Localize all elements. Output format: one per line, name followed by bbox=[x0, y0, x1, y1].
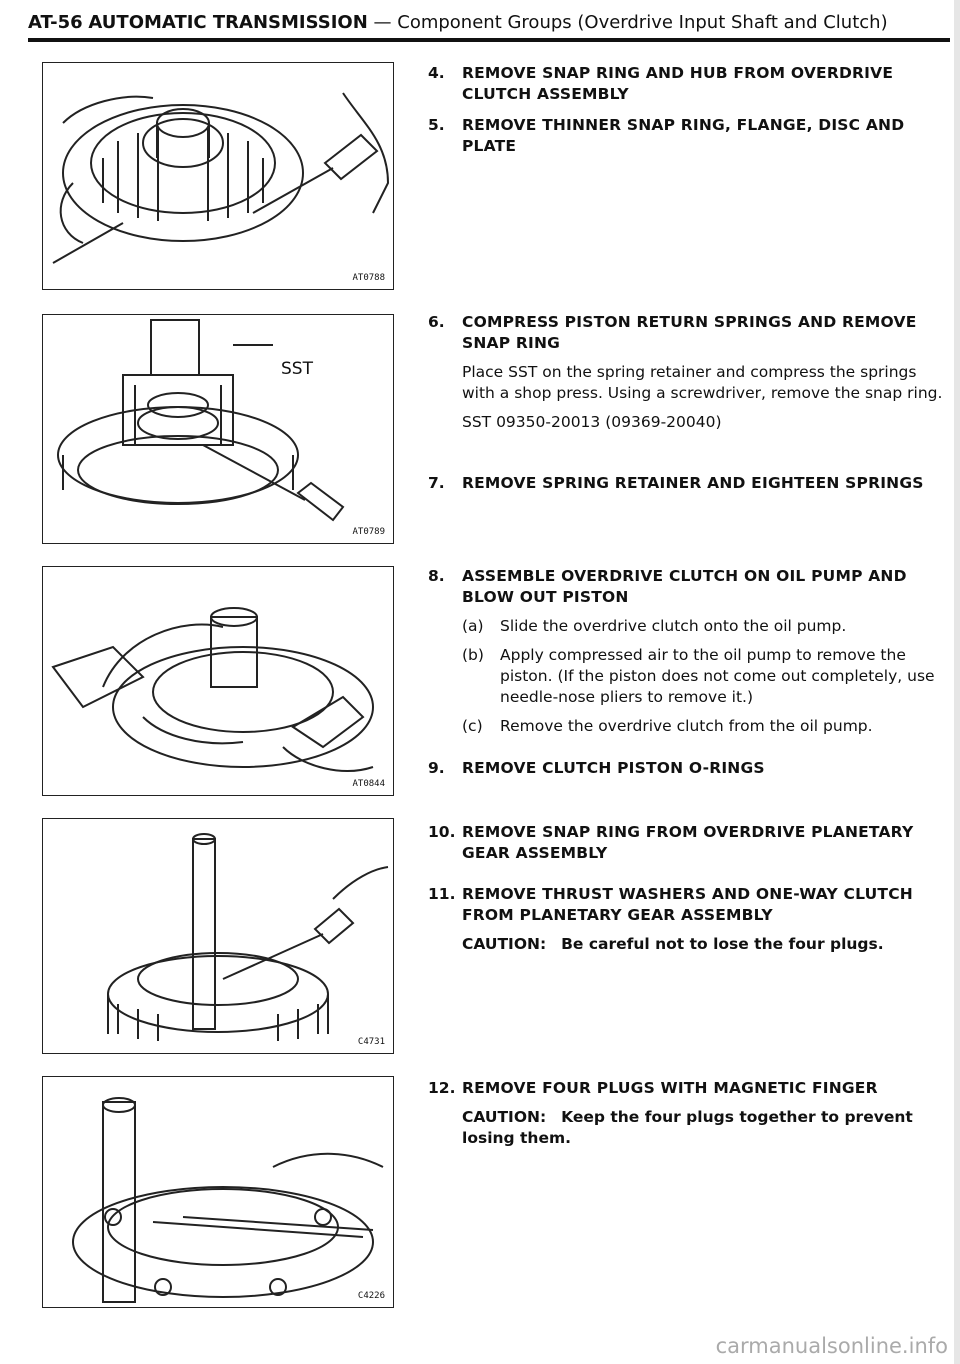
step-number: 11. bbox=[428, 885, 456, 903]
caution-label: CAUTION: bbox=[462, 1108, 547, 1126]
step-number: 8. bbox=[428, 567, 445, 585]
step-title: REMOVE THINNER SNAP RING, FLANGE, DISC AND PLATE bbox=[462, 116, 905, 155]
step-number: 7. bbox=[428, 474, 445, 492]
substep-label: (a) bbox=[462, 617, 484, 635]
step-title: ASSEMBLE OVERDRIVE CLUTCH ON OIL PUMP AND BLOW OUT PISTON bbox=[462, 567, 907, 606]
figure-id: AT0789 bbox=[352, 527, 385, 537]
step-number: 10. bbox=[428, 823, 456, 841]
substep-label: (b) bbox=[462, 646, 484, 664]
substep-label: (c) bbox=[462, 717, 483, 735]
substep-text: Slide the overdrive clutch onto the oil pump. bbox=[500, 617, 847, 635]
step-12 bbox=[420, 1078, 950, 1149]
remove-plugs-illustration bbox=[43, 1077, 394, 1308]
step-paragraph: Place SST on the spring retainer and compress the springs with a shop press. Using a screwdriver, remove the snap ring. bbox=[462, 363, 943, 402]
spring-compressor-illustration bbox=[43, 315, 394, 544]
figure-3 bbox=[42, 566, 394, 796]
step-number: 6. bbox=[428, 313, 445, 331]
planetary-snap-ring-illustration bbox=[43, 819, 394, 1054]
figure-id: C4731 bbox=[357, 1037, 385, 1047]
step-6 bbox=[420, 312, 950, 433]
step-title: REMOVE SPRING RETAINER AND EIGHTEEN SPRINGS bbox=[462, 474, 924, 492]
step-title: REMOVE FOUR PLUGS WITH MAGNETIC FINGER bbox=[462, 1079, 878, 1097]
caution-note bbox=[462, 934, 950, 955]
sst-part-number: SST 09350-20013 (09369-20040) bbox=[462, 413, 722, 431]
substep-a bbox=[462, 616, 950, 637]
step-title: REMOVE SNAP RING AND HUB FROM OVERDRIVE CLUTCH ASSEMBLY bbox=[462, 64, 894, 103]
caution-text: Be careful not to lose the four plugs. bbox=[561, 935, 884, 953]
caution-text: Keep the four plugs together to prevent losing them. bbox=[462, 1108, 913, 1147]
figure-id: AT0844 bbox=[352, 779, 385, 789]
caution-note bbox=[462, 1107, 950, 1149]
substep-c bbox=[462, 716, 950, 737]
step-4 bbox=[420, 63, 950, 105]
section-title: AUTOMATIC TRANSMISSION bbox=[88, 12, 368, 33]
step-8 bbox=[420, 566, 950, 737]
substep-text: Apply compressed air to the oil pump to remove the piston. (If the piston does not come out completely, use needle-nose pliers to remove it.) bbox=[500, 646, 935, 706]
figure-4 bbox=[42, 818, 394, 1054]
caution-label: CAUTION: bbox=[462, 935, 547, 953]
figure-5 bbox=[42, 1076, 394, 1308]
blow-out-piston-illustration bbox=[43, 567, 394, 796]
sst-label: SST bbox=[281, 359, 313, 379]
snap-ring-hub-illustration bbox=[43, 63, 394, 290]
step-number: 5. bbox=[428, 116, 445, 134]
step-11 bbox=[420, 884, 950, 955]
step-9 bbox=[420, 758, 950, 779]
figure-id: C4226 bbox=[357, 1291, 385, 1301]
step-number: 12. bbox=[428, 1079, 456, 1097]
section-subtitle: — Component Groups (Overdrive Input Shaft and Clutch) bbox=[373, 12, 888, 33]
watermark: carmanualsonline.info bbox=[715, 1334, 948, 1358]
page-edge-shadow bbox=[954, 0, 960, 1364]
substep-b bbox=[462, 645, 950, 708]
page-header bbox=[28, 8, 948, 38]
substep-text: Remove the overdrive clutch from the oil pump. bbox=[500, 717, 873, 735]
step-10 bbox=[420, 822, 950, 864]
figure-2 bbox=[42, 314, 394, 544]
step-number: 4. bbox=[428, 64, 445, 82]
page-code: AT-56 bbox=[28, 12, 83, 33]
step-5 bbox=[420, 115, 950, 157]
step-title: REMOVE THRUST WASHERS AND ONE-WAY CLUTCH FROM PLANETARY GEAR ASSEMBLY bbox=[462, 885, 913, 924]
header-rule bbox=[28, 38, 950, 42]
step-title: REMOVE SNAP RING FROM OVERDRIVE PLANETARY GEAR ASSEMBLY bbox=[462, 823, 914, 862]
step-number: 9. bbox=[428, 759, 445, 777]
step-title: COMPRESS PISTON RETURN SPRINGS AND REMOVE SNAP RING bbox=[462, 313, 917, 352]
figure-1 bbox=[42, 62, 394, 290]
figure-id: AT0788 bbox=[352, 273, 385, 283]
step-7 bbox=[420, 473, 950, 494]
step-title: REMOVE CLUTCH PISTON O-RINGS bbox=[462, 759, 765, 777]
